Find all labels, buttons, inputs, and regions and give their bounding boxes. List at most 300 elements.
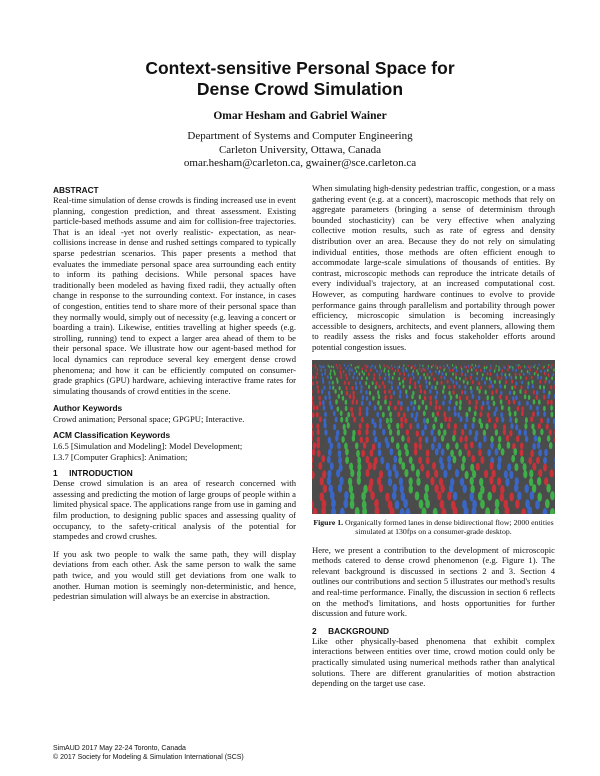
- crowd-agent: [322, 400, 325, 405]
- crowd-agent: [481, 405, 484, 410]
- crowd-agent: [328, 380, 330, 384]
- crowd-agent: [538, 399, 541, 404]
- crowd-agent: [531, 379, 533, 383]
- crowd-agent: [553, 368, 555, 371]
- crowd-agent: [338, 393, 340, 398]
- crowd-agent: [332, 385, 334, 389]
- crowd-agent: [510, 422, 513, 428]
- crowd-agent: [405, 389, 407, 394]
- crowd-agent: [457, 412, 460, 418]
- crowd-agent: [545, 499, 550, 508]
- crowd-agent: [359, 380, 361, 384]
- crowd-agent: [382, 411, 385, 417]
- crowd-agent: [349, 484, 353, 493]
- crowd-agent: [414, 399, 417, 404]
- crowd-agent: [511, 385, 513, 389]
- crowd-agent: [438, 371, 440, 374]
- crowd-agent: [509, 492, 514, 501]
- crowd-agent: [369, 400, 372, 405]
- crowd-agent: [323, 405, 326, 410]
- crowd-agent: [498, 368, 500, 371]
- crowd-agent: [520, 442, 524, 449]
- crowd-agent: [447, 379, 449, 383]
- crowd-agent: [358, 410, 361, 416]
- crowd-agent: [338, 456, 342, 464]
- crowd-agent: [483, 429, 486, 436]
- crowd-agent: [543, 456, 547, 464]
- crowd-agent: [532, 462, 536, 470]
- crowd-agent: [410, 400, 413, 405]
- crowd-agent: [498, 435, 501, 442]
- crowd-agent: [442, 389, 444, 394]
- crowd-agent: [550, 491, 555, 500]
- crowd-agent: [341, 436, 344, 443]
- crowd-agent: [501, 416, 504, 422]
- crowd-agent: [379, 422, 382, 428]
- crowd-agent: [449, 399, 452, 404]
- crowd-agent: [430, 400, 433, 405]
- crowd-agent: [507, 441, 511, 448]
- crowd-agent: [458, 384, 460, 388]
- crowd-agent: [376, 369, 378, 372]
- figure-1-caption: Figure 1. Organically formed lanes in dense bidirectional flow; 2000 entities simulated at 130fps on a consumer-grade desktop.: [313, 517, 554, 537]
- crowd-agent: [515, 417, 518, 423]
- crowd-agent: [374, 422, 377, 428]
- crowd-agent: [346, 390, 348, 395]
- crowd-agent: [430, 476, 434, 485]
- crowd-agent: [372, 395, 374, 400]
- crowd-agent: [517, 491, 522, 500]
- crowd-agent: [328, 448, 332, 455]
- crowd-agent: [328, 364, 329, 367]
- crowd-agent: [393, 455, 397, 463]
- crowd-agent: [375, 385, 377, 389]
- crowd-agent: [427, 367, 428, 370]
- crowd-agent: [366, 423, 369, 429]
- crowd-agent: [345, 366, 346, 369]
- crowd-agent: [321, 373, 323, 376]
- crowd-agent: [540, 375, 542, 379]
- crowd-agent: [538, 449, 542, 456]
- crowd-agent: [455, 375, 457, 379]
- crowd-agent: [527, 370, 529, 373]
- crowd-agent: [540, 428, 543, 435]
- crowd-agent: [523, 372, 525, 375]
- crowd-agent: [349, 394, 351, 399]
- crowd-agent: [538, 363, 539, 366]
- crowd-agent: [370, 366, 371, 369]
- crowd-agent: [505, 477, 509, 486]
- crowd-agent: [390, 394, 392, 399]
- crowd-agent: [403, 369, 405, 372]
- crowd-agent: [443, 364, 444, 367]
- crowd-agent: [334, 389, 336, 394]
- crowd-agent: [366, 376, 368, 380]
- crowd-agent: [490, 435, 493, 442]
- crowd-agent: [482, 400, 485, 405]
- crowd-agent: [321, 365, 322, 368]
- crowd-agent: [332, 365, 333, 368]
- crowd-agent: [416, 369, 418, 372]
- crowd-agent: [450, 377, 452, 381]
- abstract-text: Real-time simulation of dense crowds is finding increased use in event planning, congestion prediction, and threat assessment. Existing particle-based methods assume and aim for collision-free trajectories. That is an ideal -yet not overly realistic- expectation, as near-collisions increase in dense and rushed settings compared to typically sparse pedestrian scenarios. This paper presents a method that evaluates the immediate personal space area surrounding each entity to inform its pathing decisions. While personal spaces have traditionally been modeled as having fixed radii, they actually often change in response to the surrounding context. For instance, in cases of congestion, entities tend to share more of their personal space than they normally would, simply out of necessity (e.g. leaving a concert or boarding a train). Likewise, entities travelling at higher speeds (e.g. strolling, running) tend to expect a larger area ahead of them to be their personal space. We illustrate how our agent-based method for local dynamics can reproduce several key emergent dense crowd phenomena; and how it can be efficiently computed on consumer-grade graphics (GPU) hardware, achieving interactive frame rates for simulating thousands of crowd entities in the scene.: [53, 195, 296, 396]
- crowd-agent: [389, 417, 392, 423]
- crowd-agent: [440, 499, 445, 508]
- crowd-agent: [474, 410, 477, 416]
- crowd-agent: [524, 429, 527, 436]
- crowd-agent: [329, 400, 332, 405]
- crowd-agent: [513, 399, 516, 404]
- crowd-agent: [325, 368, 327, 371]
- left-column: [53, 183, 296, 609]
- crowd-agent: [450, 449, 454, 456]
- crowd-agent: [351, 411, 354, 417]
- crowd-agent: [494, 423, 497, 429]
- crowd-agent: [531, 365, 532, 368]
- crowd-agent: [344, 490, 349, 499]
- crowd-agent: [344, 363, 345, 366]
- crowd-agent: [379, 483, 383, 492]
- crowd-agent: [322, 470, 326, 478]
- crowd-agent: [377, 390, 379, 395]
- crowd-agent: [480, 499, 485, 508]
- crowd-agent: [465, 377, 467, 381]
- crowd-agent: [428, 375, 430, 379]
- crowd-agent: [491, 395, 493, 400]
- crowd-agent: [484, 469, 488, 477]
- crowd-agent: [425, 404, 428, 409]
- crowd-agent: [344, 380, 346, 384]
- crowd-agent: [499, 394, 501, 399]
- keywords-text: Crowd animation; Personal space; GPGPU; Interactive.: [53, 413, 245, 424]
- crowd-agent: [540, 369, 542, 372]
- introduction-heading: 1 INTRODUCTION: [53, 468, 133, 479]
- crowd-agent: [528, 395, 530, 400]
- crowd-agent: [452, 434, 455, 441]
- crowd-agent: [490, 372, 492, 375]
- crowd-agent: [370, 490, 375, 499]
- crowd-agent: [372, 381, 374, 385]
- crowd-agent: [351, 363, 352, 366]
- crowd-agent: [411, 463, 415, 471]
- crowd-agent: [524, 365, 525, 368]
- crowd-agent: [537, 366, 538, 369]
- crowd-agent: [406, 393, 408, 398]
- crowd-agent: [467, 449, 471, 456]
- crowd-agent: [508, 406, 511, 411]
- crowd-agent: [406, 429, 409, 436]
- crowd-agent: [375, 381, 377, 385]
- crowd-agent: [316, 411, 319, 417]
- crowd-agent: [361, 416, 364, 422]
- crowd-agent: [547, 417, 550, 423]
- crowd-agent: [435, 404, 438, 409]
- crowd-agent: [424, 389, 426, 394]
- crowd-agent: [363, 372, 365, 375]
- crowd-agent: [505, 375, 507, 379]
- crowd-agent: [345, 448, 349, 455]
- crowd-agent: [331, 498, 336, 507]
- crowd-agent: [521, 380, 523, 384]
- crowd-agent: [525, 435, 528, 442]
- crowd-agent: [470, 484, 474, 493]
- crowd-agent: [532, 442, 536, 449]
- crowd-agent: [478, 491, 483, 500]
- crowd-agent: [514, 384, 516, 388]
- crowd-agent: [498, 442, 502, 449]
- crowd-agent: [529, 469, 533, 477]
- crowd-agent: [382, 428, 385, 435]
- crowd-agent: [399, 477, 403, 486]
- crowd-agent: [454, 411, 457, 417]
- crowd-agent: [432, 462, 436, 470]
- crowd-agent: [443, 469, 447, 477]
- crowd-agent: [393, 390, 395, 395]
- crowd-agent: [550, 411, 553, 417]
- crowd-agent: [317, 384, 319, 388]
- crowd-agent: [476, 371, 478, 374]
- background-heading: 2 BACKGROUND: [312, 625, 389, 636]
- crowd-agent: [352, 375, 354, 379]
- crowd-agent: [551, 376, 553, 380]
- crowd-agent: [360, 436, 363, 443]
- crowd-agent: [491, 384, 493, 388]
- crowd-agent: [321, 389, 323, 394]
- crowd-agent: [324, 429, 327, 436]
- crowd-agent: [362, 370, 364, 373]
- crowd-agent: [361, 491, 366, 500]
- crowd-agent: [491, 390, 493, 395]
- crowd-agent: [398, 449, 402, 456]
- author-affiliation: Department of Systems and Computer Engineering Carleton University, Ottawa, Canada omar.hesham@carleton.ca, gwainer@sce.carleton.ca: [183, 130, 417, 169]
- crowd-agent: [426, 384, 428, 388]
- crowd-agent: [484, 366, 485, 369]
- crowd-agent: [358, 429, 361, 436]
- crowd-agent: [530, 449, 534, 456]
- crowd-agent: [546, 483, 550, 492]
- crowd-agent: [384, 399, 387, 404]
- crowd-agent: [440, 366, 441, 369]
- crowd-agent: [432, 364, 433, 367]
- crowd-agent: [494, 379, 496, 383]
- crowd-agent: [467, 369, 469, 372]
- crowd-agent: [500, 485, 504, 494]
- crowd-agent: [412, 369, 414, 372]
- crowd-agent: [469, 429, 472, 436]
- crowd-agent: [543, 411, 546, 417]
- crowd-agent: [487, 372, 489, 375]
- crowd-agent: [336, 363, 337, 366]
- crowd-agent: [486, 366, 487, 369]
- crowd-agent: [431, 365, 432, 368]
- crowd-agent: [478, 389, 480, 394]
- crowd-agent: [374, 436, 377, 443]
- crowd-agent: [524, 484, 528, 493]
- crowd-agent: [452, 363, 453, 366]
- crowd-agent: [448, 405, 451, 410]
- crowd-agent: [478, 395, 480, 400]
- crowd-agent: [529, 371, 531, 374]
- crowd-agent: [440, 422, 443, 428]
- crowd-agent: [419, 367, 420, 370]
- crowd-agent: [397, 400, 400, 405]
- crowd-agent: [380, 456, 384, 464]
- crowd-agent: [490, 364, 491, 367]
- crowd-agent: [399, 365, 400, 368]
- crowd-agent: [389, 411, 392, 417]
- crowd-agent: [333, 410, 336, 416]
- crowd-agent: [329, 372, 331, 375]
- crowd-agent: [419, 376, 421, 380]
- crowd-agent: [537, 441, 541, 448]
- crowd-agent: [414, 366, 415, 369]
- crowd-agent: [437, 366, 438, 369]
- crowd-agent: [444, 394, 446, 399]
- crowd-agent: [532, 411, 535, 417]
- crowd-agent: [391, 364, 392, 367]
- crowd-agent: [368, 483, 372, 492]
- crowd-agent: [401, 462, 405, 470]
- crowd-agent: [495, 406, 498, 411]
- crowd-agent: [487, 448, 491, 455]
- crowd-agent: [359, 372, 361, 375]
- crowd-agent: [465, 416, 468, 422]
- crowd-agent: [368, 384, 370, 388]
- crowd-agent: [415, 491, 420, 500]
- crowd-agent: [338, 483, 342, 492]
- crowd-agent: [550, 385, 552, 389]
- crowd-agent: [313, 442, 317, 449]
- crowd-agent: [423, 410, 426, 416]
- crowd-agent: [538, 468, 542, 476]
- crowd-agent: [531, 375, 533, 379]
- crowd-agent: [384, 389, 386, 394]
- crowd-agent: [518, 429, 521, 436]
- crowd-agent: [421, 429, 424, 436]
- crowd-agent: [472, 469, 476, 477]
- crowd-agent: [362, 395, 364, 400]
- crowd-agent: [412, 372, 414, 375]
- crowd-agent: [550, 469, 554, 477]
- crowd-agent: [527, 385, 529, 389]
- crowd-agent: [509, 416, 512, 422]
- crowd-agent: [315, 366, 316, 369]
- crowd-agent: [533, 399, 536, 404]
- crowd-agent: [361, 376, 363, 380]
- crowd-agent: [426, 373, 428, 376]
- crowd-agent: [386, 462, 390, 470]
- crowd-agent: [353, 395, 355, 400]
- crowd-agent: [350, 499, 355, 508]
- crowd-agent: [472, 416, 475, 422]
- crowd-agent: [388, 375, 390, 379]
- crowd-agent: [433, 435, 436, 442]
- crowd-agent: [422, 364, 423, 367]
- crowd-agent: [513, 448, 517, 455]
- crowd-agent: [400, 416, 403, 422]
- crowd-agent: [423, 367, 424, 370]
- crowd-agent: [352, 399, 355, 404]
- crowd-agent: [470, 389, 472, 394]
- crowd-agent: [416, 477, 420, 486]
- crowd-agent: [547, 368, 549, 371]
- crowd-agent: [388, 469, 392, 477]
- crowd-agent: [536, 405, 539, 410]
- crowd-agent: [493, 410, 496, 416]
- crowd-agent: [377, 400, 380, 405]
- crowd-agent: [365, 368, 367, 371]
- crowd-agent: [436, 390, 438, 395]
- crowd-agent: [347, 411, 350, 417]
- crowd-agent: [435, 370, 437, 373]
- crowd-agent: [323, 385, 325, 389]
- crowd-agent: [515, 368, 517, 371]
- crowd-agent: [543, 388, 545, 393]
- crowd-agent: [469, 492, 474, 501]
- crowd-agent: [519, 372, 521, 375]
- crowd-agent: [448, 416, 451, 422]
- crowd-agent: [345, 456, 349, 464]
- crowd-agent: [403, 372, 405, 375]
- crowd-agent: [340, 416, 343, 422]
- crowd-agent: [316, 441, 320, 448]
- crowd-agent: [419, 442, 423, 449]
- crowd-agent: [343, 428, 346, 435]
- crowd-agent: [409, 423, 412, 429]
- crowd-agent: [337, 442, 341, 449]
- crowd-agent: [455, 400, 458, 405]
- crowd-agent: [466, 365, 467, 368]
- crowd-agent: [443, 429, 446, 436]
- crowd-agent: [523, 470, 527, 478]
- crowd-agent: [535, 363, 536, 366]
- crowd-agent: [327, 476, 331, 485]
- crowd-agent: [398, 456, 402, 464]
- crowd-agent: [487, 491, 492, 500]
- contribution-paragraph: Here, we present a contribution to the development of microscopic methods catered to dense crowd phenomenon (e.g. Figure 1). The relevant background is discussed in sections 2 and 3. Section 4 outlines our contributions and section 5 illustrates our method's results and real-time performance. Finally, the discussion in section 6 reflects on the method's limitations, and hosts opportunities for further discussion and future work.: [312, 544, 555, 619]
- crowd-agent: [403, 376, 405, 380]
- crowd-agent: [471, 363, 472, 366]
- crowd-agent: [317, 368, 319, 371]
- crowd-agent: [397, 368, 399, 371]
- crowd-agent: [365, 428, 368, 435]
- crowd-agent: [385, 372, 387, 375]
- page-footer: [53, 744, 244, 762]
- crowd-agent: [391, 385, 393, 389]
- crowd-agent: [524, 389, 526, 394]
- crowd-agent: [373, 376, 375, 380]
- crowd-agent: [328, 390, 330, 395]
- crowd-agent: [433, 377, 435, 381]
- crowd-agent: [509, 390, 511, 395]
- crowd-agent: [392, 367, 393, 370]
- crowd-agent: [447, 422, 450, 428]
- crowd-agent: [503, 428, 506, 435]
- crowd-agent: [386, 417, 389, 423]
- crowd-agent: [355, 385, 357, 389]
- crowd-agent: [438, 442, 442, 449]
- crowd-agent: [414, 416, 417, 422]
- crowd-agent: [357, 463, 361, 471]
- crowd-agent: [418, 379, 420, 383]
- crowd-agent: [316, 380, 318, 384]
- crowd-agent: [345, 386, 347, 390]
- crowd-agent: [523, 463, 527, 471]
- crowd-agent: [459, 395, 461, 400]
- crowd-agent: [531, 423, 534, 429]
- crowd-agent: [353, 371, 355, 374]
- crowd-agent: [409, 380, 411, 384]
